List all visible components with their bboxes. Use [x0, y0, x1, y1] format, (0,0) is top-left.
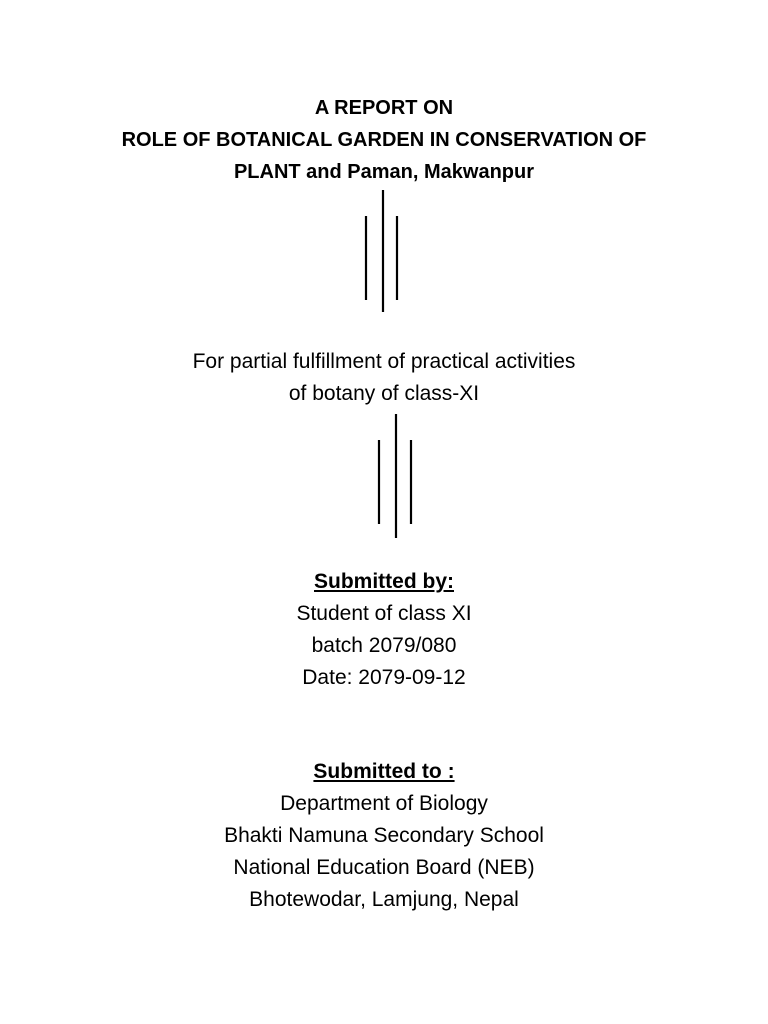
submitted-to-line-4: Bhotewodar, Lamjung, Nepal	[249, 888, 519, 911]
submitted-by-line-1: Student of class XI	[296, 602, 472, 625]
purpose-line-1: For partial fulfillment of practical activities	[192, 350, 576, 373]
title-line-2: ROLE OF BOTANICAL GARDEN IN CONSERVATION OF	[121, 129, 647, 151]
submitted-by-heading: Submitted by:	[314, 570, 454, 593]
submitted-to-line-1: Department of Biology	[280, 792, 488, 815]
decorative-divider-top	[355, 190, 405, 315]
submitted-to-line-2: Bhakti Namuna Secondary School	[224, 824, 544, 847]
decorative-divider-middle	[370, 414, 420, 539]
submitted-to-line-3: National Education Board (NEB)	[233, 856, 535, 879]
title-line-1: A REPORT ON	[314, 97, 454, 119]
title-line-3: PLANT and Paman, Makwanpur	[233, 161, 535, 183]
submitted-by-line-2: batch 2079/080	[311, 634, 457, 657]
submitted-to-heading: Submitted to :	[313, 760, 455, 783]
purpose-line-2: of botany of class-XI	[288, 382, 480, 405]
submitted-by-date: Date: 2079-09-12	[302, 666, 466, 689]
